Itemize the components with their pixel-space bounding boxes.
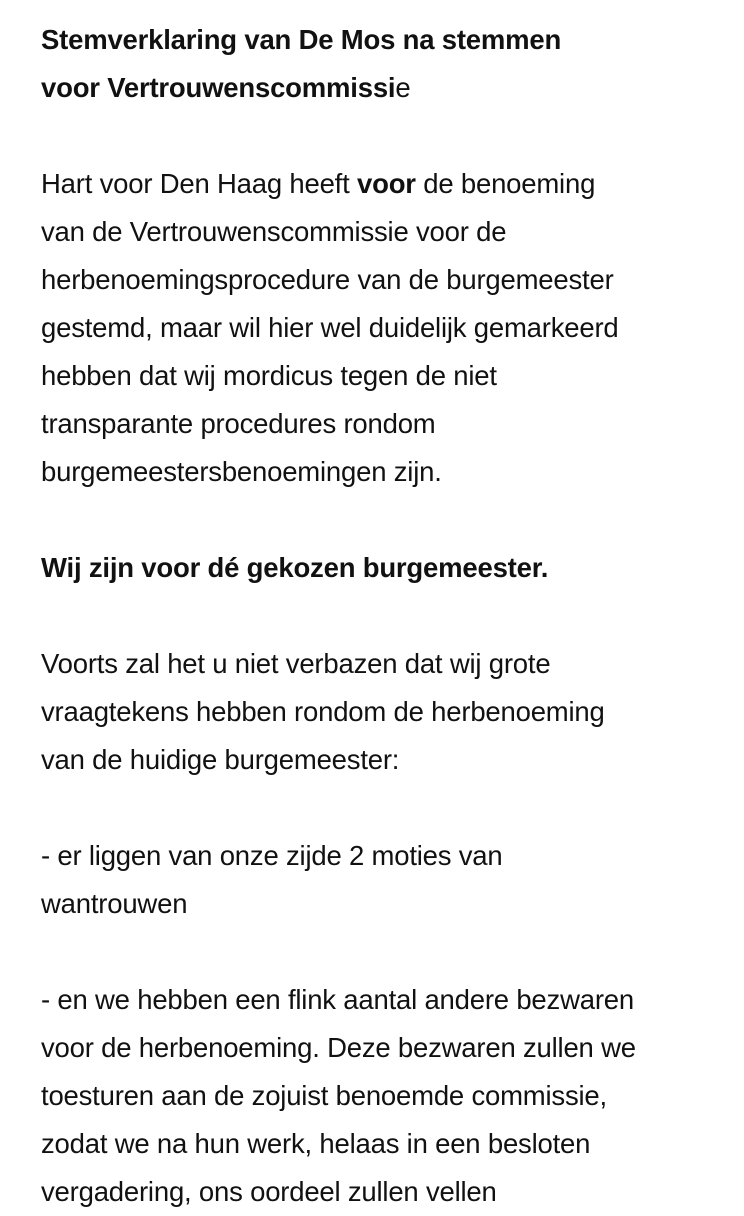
title-line-2-tail: e xyxy=(395,72,411,103)
emphasis-voor: voor xyxy=(357,168,416,199)
title-line-2-bold: voor Vertrouwenscommissi xyxy=(41,72,396,103)
statement-document xyxy=(41,16,731,1216)
paragraph-intro-line: gestemd, maar wil hier wel duidelijk gemarkeerd xyxy=(41,312,619,343)
bullet-motions xyxy=(41,832,731,928)
paragraph-concerns-line: vraagtekens hebben rondom de herbenoeming xyxy=(41,696,605,727)
paragraph-concerns-line: van de huidige burgemeester: xyxy=(41,744,400,775)
bullet-objections-line: vergadering, ons oordeel zullen vellen xyxy=(41,1176,497,1207)
paragraph-spacer xyxy=(41,928,731,976)
bullet-motions-line: wantrouwen xyxy=(41,888,188,919)
paragraph-intro-line: van de Vertrouwenscommissie voor de xyxy=(41,216,507,247)
bullet-objections-line: voor de herbenoeming. Deze bezwaren zullen we xyxy=(41,1032,636,1063)
paragraph-intro-line-end: de benoeming xyxy=(415,168,596,199)
bullet-objections xyxy=(41,976,731,1216)
paragraph-intro-line: herbenoemingsprocedure van de burgemeester xyxy=(41,264,614,295)
paragraph-concerns xyxy=(41,640,731,784)
paragraph-intro-line xyxy=(41,160,731,208)
paragraph-intro-line: burgemeestersbenoemingen zijn. xyxy=(41,456,442,487)
paragraph-intro-line: transparante procedures rondom xyxy=(41,408,436,439)
title-line-2 xyxy=(41,64,731,112)
bullet-objections-line: zodat we na hun werk, helaas in een besloten xyxy=(41,1128,591,1159)
paragraph-concerns-line: Voorts zal het u niet verbazen dat wij grote xyxy=(41,648,551,679)
paragraph-spacer xyxy=(41,112,731,160)
paragraph-intro-line: hebben dat wij mordicus tegen de niet xyxy=(41,360,497,391)
title-line-1: Stemverklaring van De Mos na stemmen xyxy=(41,24,562,55)
paragraph-spacer xyxy=(41,784,731,832)
bold-statement xyxy=(41,544,731,592)
paragraph-spacer xyxy=(41,592,731,640)
paragraph-spacer xyxy=(41,496,731,544)
bullet-objections-line: toesturen aan de zojuist benoemde commissie, xyxy=(41,1080,607,1111)
bullet-objections-line: - en we hebben een flink aantal andere bezwaren xyxy=(41,984,634,1015)
bullet-motions-line: - er liggen van onze zijde 2 moties van xyxy=(41,840,503,871)
document-title xyxy=(41,16,731,112)
bold-statement-text: Wij zijn voor dé gekozen burgemeester. xyxy=(41,552,549,583)
paragraph-intro-line-start: Hart voor Den Haag heeft xyxy=(41,168,358,199)
paragraph-intro xyxy=(41,160,731,496)
